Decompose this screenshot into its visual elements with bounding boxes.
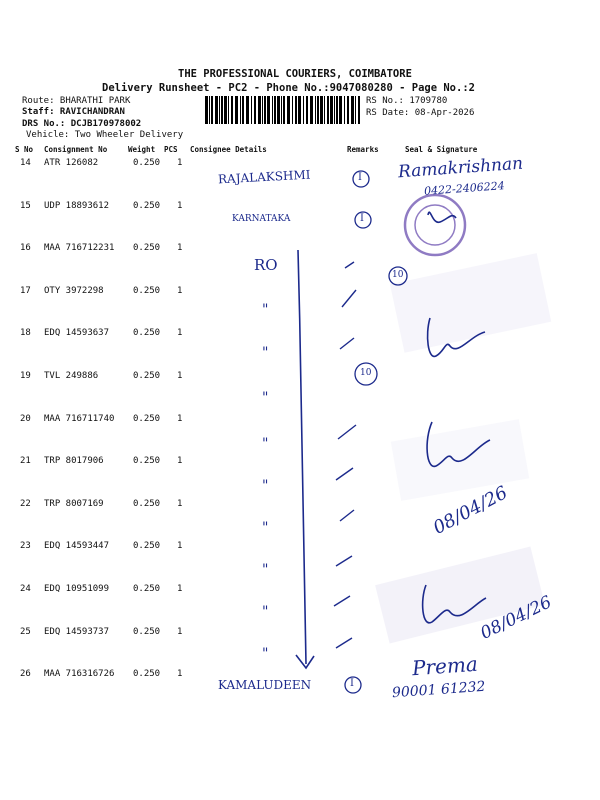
circle-label: I bbox=[358, 172, 362, 183]
hw-consignee-karnataka: KARNATAKA bbox=[232, 214, 291, 224]
table-cell-w: 0.250 bbox=[133, 243, 161, 253]
table-cell-pcs: 1 bbox=[177, 541, 183, 551]
table-cell-w: 0.250 bbox=[133, 201, 161, 211]
table-cell-sno: 24 bbox=[20, 584, 31, 594]
ditto-mark: " bbox=[262, 436, 269, 452]
bank-seal-stamp bbox=[405, 195, 465, 255]
ditto-mark: " bbox=[262, 646, 269, 662]
hw-phone: 90001 61232 bbox=[391, 678, 486, 702]
hw-consignee-kamaludeen: KAMALUDEEN bbox=[218, 678, 312, 692]
ditto-mark: " bbox=[262, 302, 269, 318]
hw-consignee-ro: RO bbox=[254, 256, 278, 274]
table-cell-pcs: 1 bbox=[177, 414, 183, 424]
ditto-arrow bbox=[296, 250, 314, 668]
ditto-mark: " bbox=[262, 390, 269, 406]
table-cell-cn: TVL 249886 bbox=[44, 371, 99, 381]
table-cell-w: 0.250 bbox=[133, 584, 161, 594]
ditto-mark: " bbox=[262, 604, 269, 620]
table-cell-sno: 20 bbox=[20, 414, 31, 424]
circle-label: 10 bbox=[360, 368, 372, 378]
table-cell-cn: ATR 126082 bbox=[44, 158, 99, 168]
table-cell-cn: EDQ 14593737 bbox=[44, 627, 110, 637]
table-cell-cn: MAA 716712231 bbox=[44, 243, 115, 253]
table-cell-sno: 23 bbox=[20, 541, 31, 551]
table-cell-pcs: 1 bbox=[177, 584, 183, 594]
table-cell-w: 0.250 bbox=[133, 286, 161, 296]
hw-phone: 0422-2406224 bbox=[423, 179, 506, 198]
drs-label: DRS No.: DCJB170978002 bbox=[22, 119, 142, 129]
rs-no-label: RS No.: 1709780 bbox=[366, 96, 448, 106]
table-cell-pcs: 1 bbox=[177, 627, 183, 637]
table-cell-w: 0.250 bbox=[133, 669, 161, 679]
table-cell-w: 0.250 bbox=[133, 414, 161, 424]
hw-date: 08/04/26 bbox=[429, 482, 512, 539]
remark-ticks bbox=[334, 262, 356, 648]
ditto-mark: " bbox=[262, 345, 269, 361]
circle-label: I bbox=[350, 678, 354, 689]
office-stamp bbox=[375, 547, 545, 644]
table-cell-sno: 26 bbox=[20, 669, 31, 679]
table-cell-pcs: 1 bbox=[177, 328, 183, 338]
table-cell-cn: MAA 716711740 bbox=[44, 414, 115, 424]
rs-date-label: RS Date: 08-Apr-2026 bbox=[366, 108, 475, 118]
table-cell-sno: 15 bbox=[20, 201, 31, 211]
col-weight: Weight bbox=[128, 145, 156, 154]
table-cell-pcs: 1 bbox=[177, 499, 183, 509]
table-cell-w: 0.250 bbox=[133, 541, 161, 551]
table-cell-pcs: 1 bbox=[177, 371, 183, 381]
table-cell-pcs: 1 bbox=[177, 243, 183, 253]
table-cell-cn: EDQ 14593637 bbox=[44, 328, 110, 338]
circle-label: 10 bbox=[392, 270, 404, 280]
table-cell-cn: EDQ 10951099 bbox=[44, 584, 110, 594]
hw-date: 08/04/26 bbox=[477, 592, 555, 644]
col-sno: S No bbox=[15, 145, 34, 154]
hw-consignee-rajalakshmi: RAJALAKSHMI bbox=[217, 167, 311, 187]
company-title: THE PROFESSIONAL COURIERS, COIMBATORE bbox=[178, 68, 412, 80]
table-cell-cn: TRP 8007169 bbox=[44, 499, 104, 509]
col-seal: Seal & Signature bbox=[405, 145, 478, 154]
table-cell-w: 0.250 bbox=[133, 456, 161, 466]
table-cell-pcs: 1 bbox=[177, 456, 183, 466]
table-cell-cn: UDP 18893612 bbox=[44, 201, 110, 211]
vehicle-label: Vehicle: Two Wheeler Delivery bbox=[26, 130, 184, 140]
hw-signature-name: Ramakrishnan bbox=[397, 153, 524, 183]
table-cell-w: 0.250 bbox=[133, 371, 161, 381]
hw-signature-name: Prema bbox=[411, 651, 479, 681]
col-pcs: PCS bbox=[164, 145, 178, 154]
ditto-mark: " bbox=[262, 562, 269, 578]
table-cell-w: 0.250 bbox=[133, 499, 161, 509]
table-cell-sno: 14 bbox=[20, 158, 31, 168]
table-cell-w: 0.250 bbox=[133, 627, 161, 637]
circle-label: I bbox=[360, 213, 364, 224]
route-label: Route: BHARATHI PARK bbox=[22, 96, 131, 106]
table-cell-cn: TRP 8017906 bbox=[44, 456, 104, 466]
table-cell-w: 0.250 bbox=[133, 328, 161, 338]
table-cell-sno: 22 bbox=[20, 499, 31, 509]
col-consignee: Consignee Details bbox=[190, 145, 267, 154]
table-cell-sno: 21 bbox=[20, 456, 31, 466]
table-cell-pcs: 1 bbox=[177, 158, 183, 168]
staff-label: Staff: RAVICHANDRAN bbox=[22, 107, 125, 117]
ditto-mark: " bbox=[262, 478, 269, 494]
runsheet-subtitle: Delivery Runsheet - PC2 - Phone No.:9047080280 - Page No.:2 bbox=[102, 82, 475, 94]
col-remarks: Remarks bbox=[347, 145, 379, 154]
ditto-mark: " bbox=[262, 520, 269, 536]
table-cell-cn: OTY 3972298 bbox=[44, 286, 104, 296]
table-cell-sno: 25 bbox=[20, 627, 31, 637]
office-stamp bbox=[391, 419, 529, 501]
office-stamp bbox=[390, 253, 551, 353]
table-cell-pcs: 1 bbox=[177, 669, 183, 679]
table-cell-cn: EDQ 14593447 bbox=[44, 541, 110, 551]
table-cell-cn: MAA 716316726 bbox=[44, 669, 115, 679]
table-cell-sno: 19 bbox=[20, 371, 31, 381]
table-cell-sno: 18 bbox=[20, 328, 31, 338]
table-cell-pcs: 1 bbox=[177, 286, 183, 296]
table-cell-sno: 16 bbox=[20, 243, 31, 253]
table-cell-w: 0.250 bbox=[133, 158, 161, 168]
table-cell-sno: 17 bbox=[20, 286, 31, 296]
col-consignment: Consignment No bbox=[44, 145, 108, 154]
table-cell-pcs: 1 bbox=[177, 201, 183, 211]
